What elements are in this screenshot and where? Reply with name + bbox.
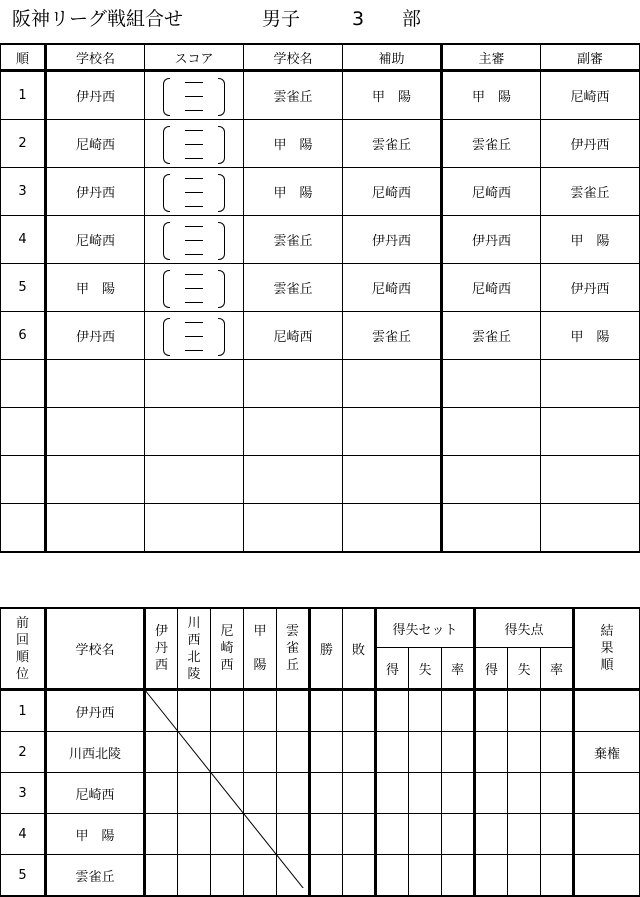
match-cell[interactable] bbox=[211, 732, 244, 773]
empty-cell[interactable] bbox=[442, 504, 541, 553]
schedule-team-b: 甲 陽 bbox=[244, 168, 343, 216]
schedule-assist: 伊丹西 bbox=[343, 216, 442, 264]
score-bracket bbox=[163, 220, 225, 260]
bracket-right bbox=[218, 318, 225, 356]
bracket-left bbox=[163, 126, 170, 164]
schedule-assist: 雲雀丘 bbox=[343, 120, 442, 168]
match-cell[interactable] bbox=[244, 773, 277, 814]
league-school: 伊丹西 bbox=[46, 690, 145, 732]
schedule-sub: 伊丹西 bbox=[541, 120, 640, 168]
point-stat-cell[interactable] bbox=[475, 773, 508, 814]
empty-cell[interactable] bbox=[145, 504, 244, 553]
sub-header-cell: 率 bbox=[541, 648, 574, 690]
empty-cell[interactable] bbox=[244, 360, 343, 408]
empty-cell[interactable] bbox=[1, 360, 46, 408]
score-dash bbox=[185, 192, 203, 193]
empty-cell[interactable] bbox=[442, 456, 541, 504]
score-dash bbox=[185, 288, 203, 289]
schedule-assist: 甲 陽 bbox=[343, 71, 442, 120]
score-dash bbox=[185, 254, 203, 255]
league-school: 甲 陽 bbox=[46, 814, 145, 855]
result-cell[interactable]: 棄権 bbox=[574, 732, 640, 773]
point-stat-cell[interactable] bbox=[475, 814, 508, 855]
match-cell[interactable] bbox=[244, 690, 277, 732]
bracket-right bbox=[218, 174, 225, 212]
league-rank: 4 bbox=[1, 814, 46, 855]
win-cell[interactable] bbox=[310, 814, 343, 855]
empty-cell[interactable] bbox=[145, 456, 244, 504]
empty-cell[interactable] bbox=[145, 360, 244, 408]
match-cell[interactable] bbox=[277, 773, 310, 814]
point-stat-cell[interactable] bbox=[508, 732, 541, 773]
schedule-chief: 甲 陽 bbox=[442, 71, 541, 120]
empty-cell[interactable] bbox=[1, 408, 46, 456]
point-stat-cell[interactable] bbox=[508, 814, 541, 855]
win-header: 勝 bbox=[310, 608, 343, 690]
sub-header-cell: 得 bbox=[475, 648, 508, 690]
score-cell[interactable] bbox=[145, 168, 244, 216]
point-stat-cell[interactable] bbox=[541, 814, 574, 855]
league-row bbox=[1, 855, 640, 897]
league-school: 尼崎西 bbox=[46, 773, 145, 814]
league-row bbox=[1, 690, 640, 732]
score-dash bbox=[185, 96, 203, 97]
score-dash bbox=[185, 82, 203, 83]
bracket-left bbox=[163, 270, 170, 308]
title-division: 部 bbox=[402, 8, 422, 30]
schedule-header-cell: 補助 bbox=[343, 44, 442, 71]
schedule-chief: 尼崎西 bbox=[442, 168, 541, 216]
schedule-team-a: 伊丹西 bbox=[46, 168, 145, 216]
empty-cell[interactable] bbox=[343, 408, 442, 456]
schedule-empty-row bbox=[1, 504, 640, 553]
schedule-empty-row bbox=[1, 360, 640, 408]
schedule-row bbox=[1, 264, 640, 312]
bracket-left bbox=[163, 174, 170, 212]
schedule-chief: 伊丹西 bbox=[442, 216, 541, 264]
schedule-no: 5 bbox=[1, 264, 46, 312]
bracket-left bbox=[163, 222, 170, 260]
bracket-right bbox=[218, 270, 225, 308]
schedule-team-a: 甲 陽 bbox=[46, 264, 145, 312]
league-school: 雲雀丘 bbox=[46, 855, 145, 897]
empty-cell[interactable] bbox=[343, 456, 442, 504]
empty-cell[interactable] bbox=[541, 456, 640, 504]
schedule-header-cell: 学校名 bbox=[46, 44, 145, 71]
empty-cell[interactable] bbox=[442, 408, 541, 456]
point-stat-cell[interactable] bbox=[541, 855, 574, 897]
league-rank: 3 bbox=[1, 773, 46, 814]
schedule-assist: 尼崎西 bbox=[343, 264, 442, 312]
match-cell[interactable] bbox=[244, 814, 277, 855]
set-stat-cell[interactable] bbox=[376, 855, 409, 897]
win-cell[interactable] bbox=[310, 732, 343, 773]
title-gender: 男子 bbox=[262, 8, 301, 30]
match-cell[interactable] bbox=[145, 855, 178, 897]
result-header: 結 果 順 bbox=[574, 608, 640, 690]
score-dash bbox=[185, 144, 203, 145]
schedule-team-a: 伊丹西 bbox=[46, 312, 145, 360]
league-row bbox=[1, 732, 640, 773]
empty-cell[interactable] bbox=[1, 456, 46, 504]
point-stat-cell[interactable] bbox=[475, 855, 508, 897]
title-main: 阪神リーグ戦組合せ bbox=[12, 8, 184, 30]
schedule-chief: 雲雀丘 bbox=[442, 120, 541, 168]
loss-cell[interactable] bbox=[343, 690, 376, 732]
empty-cell[interactable] bbox=[541, 408, 640, 456]
schedule-table bbox=[0, 43, 640, 553]
match-cell[interactable] bbox=[145, 690, 178, 732]
schedule-header-cell: 副審 bbox=[541, 44, 640, 71]
point-stat-cell[interactable] bbox=[508, 855, 541, 897]
match-cell[interactable] bbox=[211, 773, 244, 814]
set-stat-cell[interactable] bbox=[376, 690, 409, 732]
schedule-team-b: 雲雀丘 bbox=[244, 216, 343, 264]
loss-cell[interactable] bbox=[343, 773, 376, 814]
score-bracket bbox=[163, 316, 225, 356]
score-bracket bbox=[163, 76, 225, 116]
win-cell[interactable] bbox=[310, 855, 343, 897]
match-cell[interactable] bbox=[178, 773, 211, 814]
score-bracket bbox=[163, 268, 225, 308]
schedule-team-b: 雲雀丘 bbox=[244, 264, 343, 312]
schedule-sub: 甲 陽 bbox=[541, 216, 640, 264]
empty-cell[interactable] bbox=[343, 504, 442, 553]
schedule-sub: 尼崎西 bbox=[541, 71, 640, 120]
loss-header: 敗 bbox=[343, 608, 376, 690]
league-rank: 5 bbox=[1, 855, 46, 897]
score-dash bbox=[185, 350, 203, 351]
point-stat-cell[interactable] bbox=[508, 773, 541, 814]
title-number: 3 bbox=[352, 8, 365, 30]
schedule-no: 4 bbox=[1, 216, 46, 264]
match-cell[interactable] bbox=[178, 855, 211, 897]
schedule-assist: 尼崎西 bbox=[343, 168, 442, 216]
schedule-header-cell: 順 bbox=[1, 44, 46, 71]
match-cell[interactable] bbox=[145, 814, 178, 855]
bracket-right bbox=[218, 126, 225, 164]
schedule-chief: 尼崎西 bbox=[442, 264, 541, 312]
point-stat-cell[interactable] bbox=[541, 690, 574, 732]
empty-cell[interactable] bbox=[244, 456, 343, 504]
win-cell[interactable] bbox=[310, 690, 343, 732]
league-rank: 2 bbox=[1, 732, 46, 773]
schedule-header-row bbox=[1, 44, 640, 71]
page-title bbox=[12, 4, 421, 31]
match-cell[interactable] bbox=[277, 690, 310, 732]
score-cell[interactable] bbox=[145, 264, 244, 312]
score-dash bbox=[185, 130, 203, 131]
bracket-right bbox=[218, 222, 225, 260]
team-header: 尼 崎 西 bbox=[211, 608, 244, 690]
schedule-team-a: 伊丹西 bbox=[46, 71, 145, 120]
result-cell[interactable] bbox=[574, 773, 640, 814]
score-cell[interactable] bbox=[145, 71, 244, 120]
match-cell[interactable] bbox=[277, 732, 310, 773]
match-cell[interactable] bbox=[277, 814, 310, 855]
league-header-row bbox=[1, 608, 640, 648]
score-dash bbox=[185, 336, 203, 337]
team-header: 雲 雀 丘 bbox=[277, 608, 310, 690]
loss-cell[interactable] bbox=[343, 814, 376, 855]
sub-header-cell: 率 bbox=[442, 648, 475, 690]
match-cell[interactable] bbox=[244, 855, 277, 897]
result-cell[interactable] bbox=[574, 855, 640, 897]
set-stat-cell[interactable] bbox=[376, 732, 409, 773]
score-cell[interactable] bbox=[145, 120, 244, 168]
set-stat-cell[interactable] bbox=[442, 855, 475, 897]
bracket-right bbox=[218, 78, 225, 116]
schedule-assist: 雲雀丘 bbox=[343, 312, 442, 360]
result-cell[interactable] bbox=[574, 690, 640, 732]
schedule-team-b: 雲雀丘 bbox=[244, 71, 343, 120]
empty-cell[interactable] bbox=[343, 360, 442, 408]
set-stat-cell[interactable] bbox=[376, 773, 409, 814]
score-dash bbox=[185, 274, 203, 275]
empty-cell[interactable] bbox=[46, 408, 145, 456]
league-row bbox=[1, 814, 640, 855]
league-rank: 1 bbox=[1, 690, 46, 732]
loss-cell[interactable] bbox=[343, 855, 376, 897]
schedule-row bbox=[1, 168, 640, 216]
schedule-header-cell: 主審 bbox=[442, 44, 541, 71]
match-cell[interactable] bbox=[277, 855, 310, 897]
score-dash bbox=[185, 158, 203, 159]
schedule-no: 6 bbox=[1, 312, 46, 360]
point-stat-cell[interactable] bbox=[475, 732, 508, 773]
point-stat-cell[interactable] bbox=[541, 773, 574, 814]
bracket-left bbox=[163, 78, 170, 116]
loss-cell[interactable] bbox=[343, 732, 376, 773]
score-dash bbox=[185, 178, 203, 179]
league-school: 川西北陵 bbox=[46, 732, 145, 773]
schedule-sub: 雲雀丘 bbox=[541, 168, 640, 216]
empty-cell[interactable] bbox=[244, 408, 343, 456]
schedule-header-cell: スコア bbox=[145, 44, 244, 71]
schedule-row bbox=[1, 216, 640, 264]
score-bracket bbox=[163, 124, 225, 164]
team-header: 甲 陽 bbox=[244, 608, 277, 690]
sub-header-cell: 得 bbox=[376, 648, 409, 690]
school-header: 学校名 bbox=[46, 608, 145, 690]
schedule-row bbox=[1, 312, 640, 360]
schedule-chief: 雲雀丘 bbox=[442, 312, 541, 360]
score-dash bbox=[185, 110, 203, 111]
match-cell[interactable] bbox=[145, 773, 178, 814]
match-cell[interactable] bbox=[178, 690, 211, 732]
score-cell[interactable] bbox=[145, 312, 244, 360]
score-cell[interactable] bbox=[145, 216, 244, 264]
schedule-team-b: 尼崎西 bbox=[244, 312, 343, 360]
result-cell[interactable] bbox=[574, 814, 640, 855]
schedule-row bbox=[1, 71, 640, 120]
match-cell[interactable] bbox=[244, 732, 277, 773]
schedule-no: 1 bbox=[1, 71, 46, 120]
schedule-row bbox=[1, 120, 640, 168]
schedule-team-a: 尼崎西 bbox=[46, 216, 145, 264]
match-cell[interactable] bbox=[211, 690, 244, 732]
schedule-header-cell: 学校名 bbox=[244, 44, 343, 71]
set-stat-cell[interactable] bbox=[442, 690, 475, 732]
point-stat-cell[interactable] bbox=[508, 690, 541, 732]
win-cell[interactable] bbox=[310, 773, 343, 814]
schedule-empty-row bbox=[1, 456, 640, 504]
schedule-no: 3 bbox=[1, 168, 46, 216]
team-header: 川 西 北 陵 bbox=[178, 608, 211, 690]
score-bracket bbox=[163, 172, 225, 212]
empty-cell[interactable] bbox=[442, 360, 541, 408]
match-cell[interactable] bbox=[211, 814, 244, 855]
set-stat-cell[interactable] bbox=[409, 814, 442, 855]
sub-header-cell: 失 bbox=[508, 648, 541, 690]
empty-cell[interactable] bbox=[145, 408, 244, 456]
sets-header: 得失セット bbox=[376, 608, 475, 648]
match-cell[interactable] bbox=[178, 732, 211, 773]
bracket-left bbox=[163, 318, 170, 356]
set-stat-cell[interactable] bbox=[409, 732, 442, 773]
set-stat-cell[interactable] bbox=[376, 814, 409, 855]
empty-cell[interactable] bbox=[541, 504, 640, 553]
score-dash bbox=[185, 302, 203, 303]
empty-cell[interactable] bbox=[46, 456, 145, 504]
schedule-sub: 甲 陽 bbox=[541, 312, 640, 360]
empty-cell[interactable] bbox=[46, 360, 145, 408]
match-cell[interactable] bbox=[145, 732, 178, 773]
set-stat-cell[interactable] bbox=[442, 732, 475, 773]
score-dash bbox=[185, 240, 203, 241]
empty-cell[interactable] bbox=[541, 360, 640, 408]
sub-header-cell: 失 bbox=[409, 648, 442, 690]
empty-cell[interactable] bbox=[46, 504, 145, 553]
set-stat-cell[interactable] bbox=[409, 855, 442, 897]
points-header: 得失点 bbox=[475, 608, 574, 648]
schedule-team-a: 尼崎西 bbox=[46, 120, 145, 168]
empty-cell[interactable] bbox=[244, 504, 343, 553]
set-stat-cell[interactable] bbox=[409, 773, 442, 814]
prev-rank-header: 前 回 順 位 bbox=[1, 608, 46, 690]
match-cell[interactable] bbox=[211, 855, 244, 897]
score-dash bbox=[185, 206, 203, 207]
schedule-no: 2 bbox=[1, 120, 46, 168]
empty-cell[interactable] bbox=[1, 504, 46, 553]
score-dash bbox=[185, 322, 203, 323]
point-stat-cell[interactable] bbox=[475, 690, 508, 732]
point-stat-cell[interactable] bbox=[541, 732, 574, 773]
set-stat-cell[interactable] bbox=[409, 690, 442, 732]
team-header: 伊 丹 西 bbox=[145, 608, 178, 690]
match-cell[interactable] bbox=[178, 814, 211, 855]
set-stat-cell[interactable] bbox=[442, 814, 475, 855]
schedule-empty-row bbox=[1, 408, 640, 456]
schedule-team-b: 甲 陽 bbox=[244, 120, 343, 168]
set-stat-cell[interactable] bbox=[442, 773, 475, 814]
league-table bbox=[0, 607, 640, 897]
schedule-sub: 伊丹西 bbox=[541, 264, 640, 312]
league-row bbox=[1, 773, 640, 814]
score-dash bbox=[185, 226, 203, 227]
